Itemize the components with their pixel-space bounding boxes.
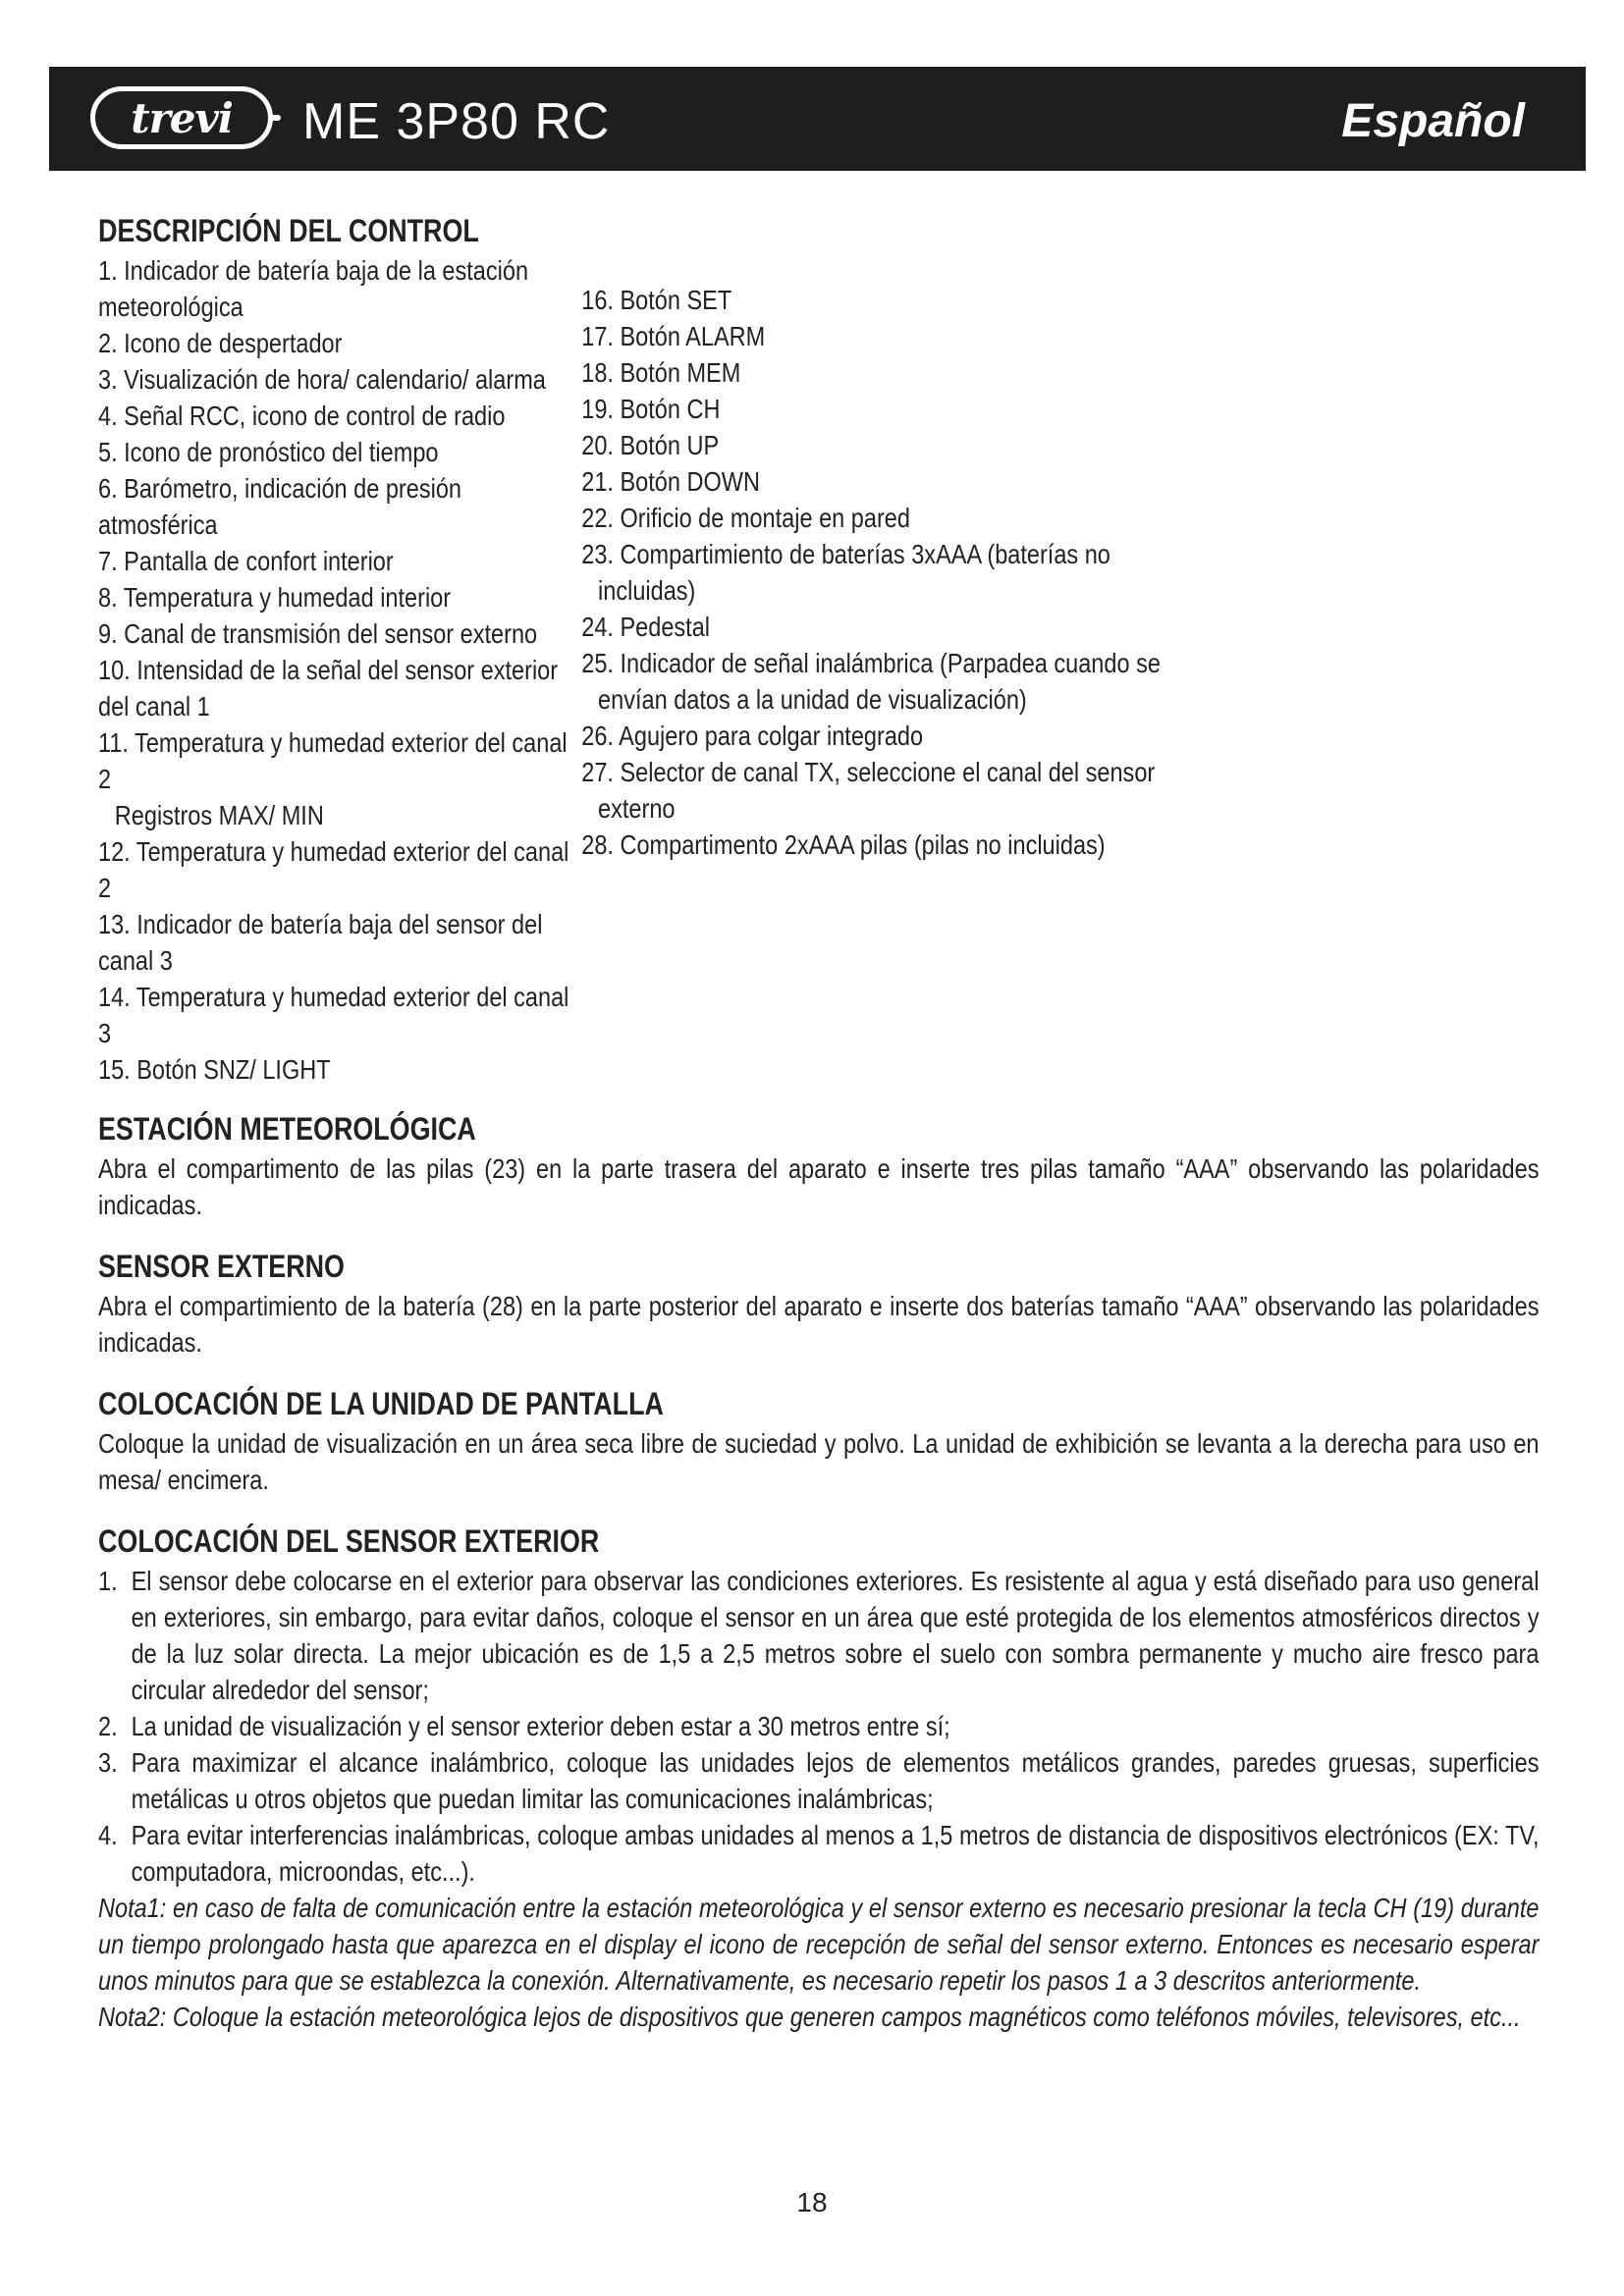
display-section: [98, 1384, 1539, 1498]
list-item: 26. Agujero para colgar integrado: [581, 721, 924, 751]
list-item: 13. Indicador de batería baja del sensor del canal 3: [98, 909, 543, 976]
list-item: 27. Selector de canal TX, seleccione el canal del sensor: [581, 757, 1156, 787]
station-section: [98, 1109, 1539, 1223]
display-body: Coloque la unidad de visualización en un área seca libre de suciedad y polvo. La unidad de exhibición se levanta a la derecha para uso en mesa/ encimera.: [98, 1428, 1540, 1495]
list-item: 24. Pedestal: [581, 612, 711, 642]
page-header: [49, 67, 1586, 171]
list-item: Registros MAX/ MIN: [114, 800, 324, 830]
page-content: [98, 211, 1540, 2035]
list-item: 17. Botón ALARM: [581, 321, 766, 351]
page-number: 18: [796, 2187, 828, 2217]
control-list-right: [581, 252, 1489, 1088]
list-item: envían datos a la unidad de visualización): [598, 684, 1027, 715]
list-item: 11. Temperatura y humedad exterior del canal 2: [98, 727, 568, 794]
list-item: 14. Temperatura y humedad exterior del canal 3: [98, 982, 569, 1048]
list-item: 16. Botón SET: [581, 285, 732, 315]
list-item: 3. Visualización de hora/ calendario/ alarma: [98, 364, 546, 395]
display-title: COLOCACIÓN DE LA UNIDAD DE PANTALLA: [98, 1386, 664, 1421]
control-title: DESCRIPCIÓN DEL CONTROL: [98, 213, 479, 248]
list-item: 3. Para maximizar el alcance inalámbrico, coloque las unidades lejos de elementos metálicos grandes, paredes gruesas, superficies metálicas u otros objetos que puedan limitar las comunicaciones inalámbricas;: [98, 1747, 1540, 1814]
list-item: 19. Botón CH: [581, 394, 721, 424]
station-title: ESTACIÓN METEOROLÓGICA: [98, 1111, 476, 1147]
control-list: [98, 252, 1539, 1088]
placement-list: [98, 1563, 1539, 1890]
list-item: 6. Barómetro, indicación de presión atmosférica: [98, 473, 461, 540]
list-item: 18. Botón MEM: [581, 357, 741, 388]
list-item: 20. Botón UP: [581, 430, 720, 460]
note-1: Nota1: en caso de falta de comunicación entre la estación meteorológica y el sensor externo es necesario presionar la tecla CH (19) durante un tiempo prolongado hasta que aparezca en el display el icono de recepción de señal del sensor externo. Entonces es necesario esperar unos minutos para que se establezca la conexión. Alternativamente, es necesario repetir los pasos 1 a 3 descritos anteriormente.: [98, 1893, 1540, 1996]
list-item: incluidas): [598, 575, 696, 606]
sensor-body: Abra el compartimiento de la batería (28) en la parte posterior del aparato e inserte dos baterías tamaño “AAA” observando las polaridades indicadas.: [98, 1291, 1540, 1358]
list-item: 10. Intensidad de la señal del sensor exterior del canal 1: [98, 655, 559, 721]
list-item: 4. Para evitar interferencias inalámbricas, coloque ambas unidades al menos a 1,5 metros de distancia de dispositivos electrónicos (EX: TV, computadora, microondas, etc...).: [98, 1820, 1540, 1887]
list-item: 15. Botón SNZ/ LIGHT: [98, 1054, 331, 1085]
list-item: 2. Icono de despertador: [98, 328, 343, 358]
list-item: 2. La unidad de visualización y el sensor exterior deben estar a 30 metros entre sí;: [98, 1711, 950, 1741]
placement-title: COLOCACIÓN DEL SENSOR EXTERIOR: [98, 1523, 600, 1559]
control-list-left: [98, 252, 581, 1088]
list-item: 1. El sensor debe colocarse en el exterior para observar las condiciones exteriores. Es resistente al agua y está diseñado para uso general en exteriores, sin embargo, para evitar daños, coloque el sensor en un área que esté protegida de los elementos atmosféricos directos y de la luz solar directa. La mejor ubicación es de 1,5 a 2,5 metros sobre el suelo con sombra permanente y mucho aire fresco para circular alrededor del sensor;: [98, 1566, 1540, 1705]
list-item: 28. Compartimento 2xAAA pilas (pilas no incluidas): [581, 829, 1106, 860]
station-body: Abra el compartimento de las pilas (23) en la parte trasera del aparato e inserte tres pilas tamaño “AAA” observando las polaridades indicadas.: [98, 1153, 1540, 1220]
list-item: 9. Canal de transmisión del sensor externo: [98, 618, 538, 649]
list-item: 5. Icono de pronóstico del tiempo: [98, 437, 439, 467]
trevi-logo: trevi: [90, 86, 273, 149]
list-item: 23. Compartimiento de baterías 3xAAA (baterías no: [581, 539, 1110, 569]
list-item: 12. Temperatura y humedad exterior del canal 2: [98, 836, 569, 903]
list-item: 1. Indicador de batería baja de la estación meteorológica: [98, 255, 529, 322]
list-item: 4. Señal RCC, icono de control de radio: [98, 400, 506, 431]
list-item: externo: [598, 793, 676, 824]
model-name: ME 3P80 RC: [302, 93, 611, 150]
placement-section: [98, 1522, 1539, 2035]
list-item: 7. Pantalla de confort interior: [98, 546, 394, 576]
sensor-title: SENSOR EXTERNO: [98, 1249, 345, 1284]
sensor-section: [98, 1247, 1539, 1361]
list-item: 22. Orificio de montaje en pared: [581, 503, 910, 533]
list-item: 25. Indicador de señal inalámbrica (Parpadea cuando se: [581, 648, 1161, 678]
note-2: Nota2: Coloque la estación meteorológica lejos de dispositivos que generen campos magnéticos como teléfonos móviles, televisores, etc...: [98, 2002, 1521, 2032]
list-item: 21. Botón DOWN: [581, 466, 760, 497]
language-label: Español: [1341, 95, 1525, 147]
list-item: 8. Temperatura y humedad interior: [98, 582, 452, 613]
